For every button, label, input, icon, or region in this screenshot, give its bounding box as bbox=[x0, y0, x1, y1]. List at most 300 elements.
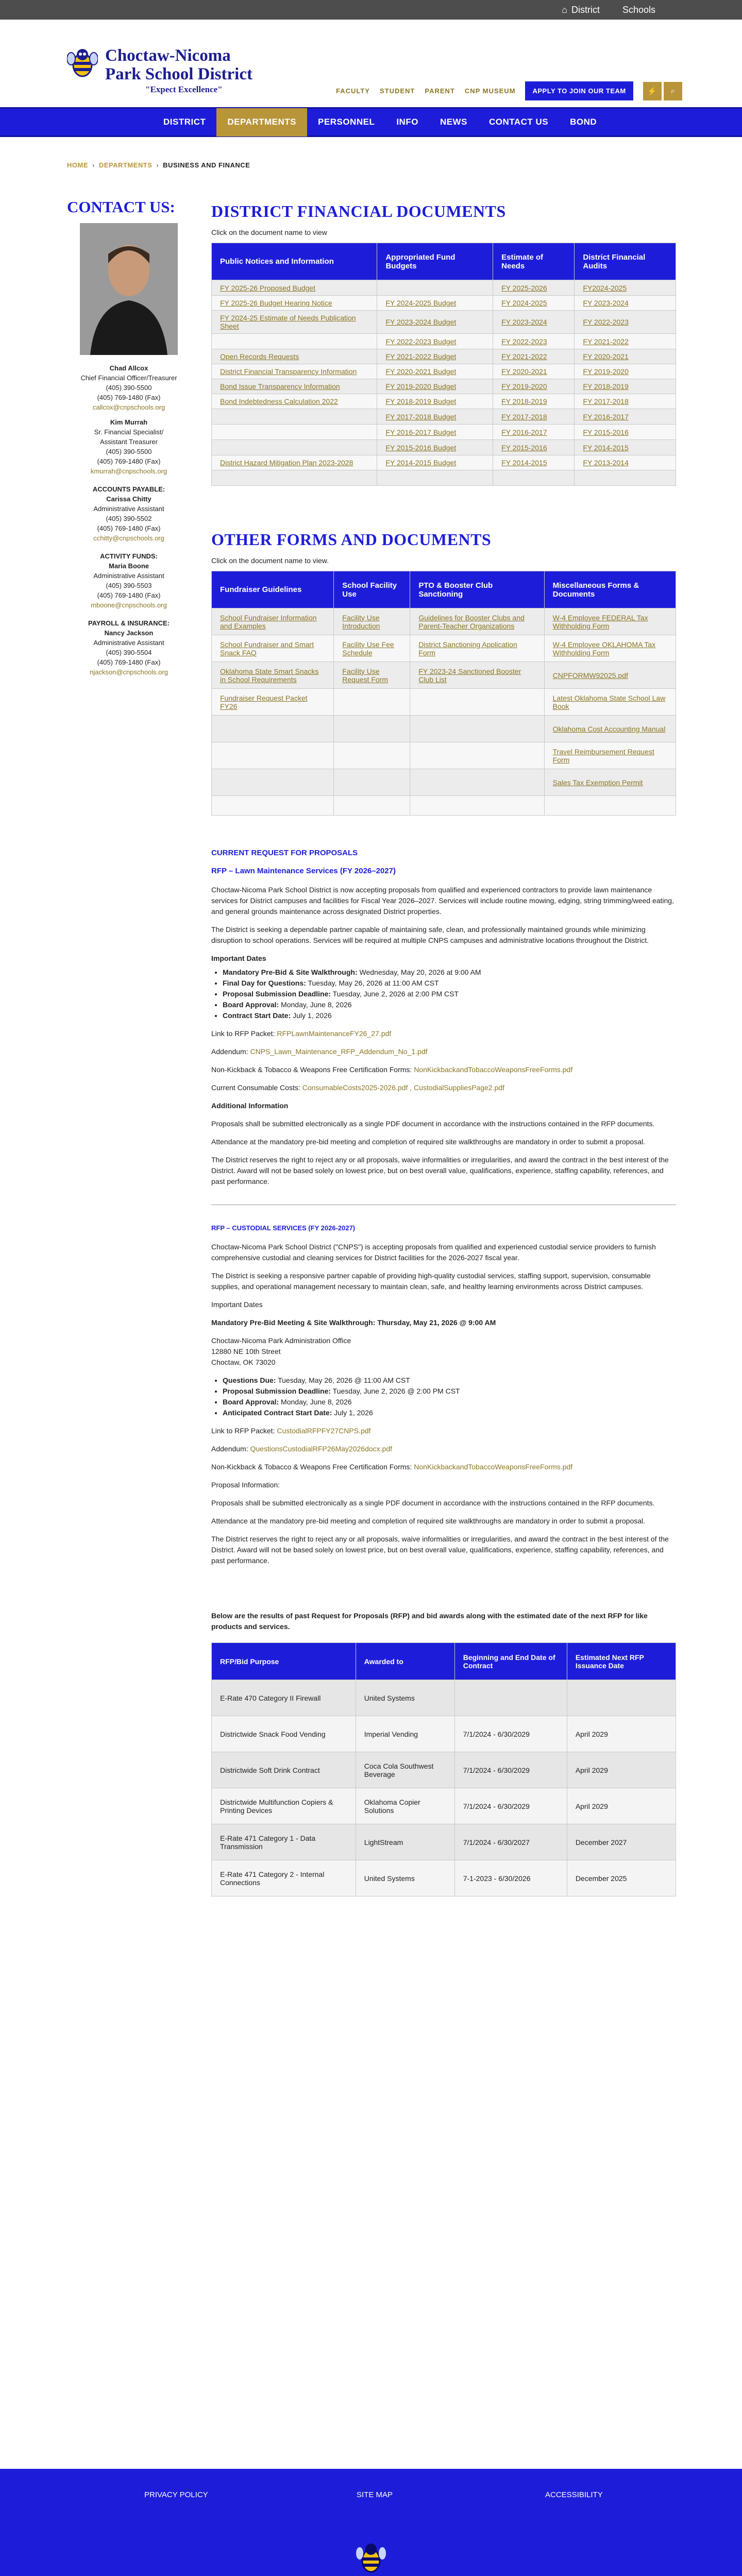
contact-line: (405) 769-1480 (Fax) bbox=[97, 658, 161, 666]
contact-section-heading: PAYROLL & INSURANCE: bbox=[88, 619, 170, 627]
table-cell[interactable]: Facility Use Introduction bbox=[334, 608, 410, 635]
breadcrumb bbox=[67, 161, 250, 169]
table-cell bbox=[334, 742, 410, 769]
table-cell[interactable]: FY 2017-2018 bbox=[575, 394, 676, 409]
table-cell[interactable]: FY 2015-2016 bbox=[575, 425, 676, 440]
rfp-custodial-dates-list bbox=[223, 1375, 676, 1418]
contact-line: (405) 769-1480 (Fax) bbox=[97, 591, 161, 599]
table-row bbox=[212, 455, 676, 470]
table-cell: LightStream bbox=[356, 1824, 454, 1860]
table-header: Awarded to bbox=[356, 1643, 454, 1680]
rfp-results-table bbox=[211, 1642, 676, 1896]
rfp-lawn-packet-link[interactable]: RFPLawnMaintenanceFY26_27.pdf bbox=[277, 1029, 392, 1038]
district-slogan: "Expect Excellence" bbox=[145, 84, 223, 94]
table-cell bbox=[334, 716, 410, 742]
table-row bbox=[212, 334, 676, 349]
table-cell[interactable]: FY 2019-2020 Budget bbox=[377, 379, 493, 394]
table-cell: E-Rate 470 Category II Firewall bbox=[212, 1680, 356, 1716]
date-value: July 1, 2026 bbox=[291, 1011, 332, 1020]
contact-email-link[interactable]: mboone@cnpschools.org bbox=[91, 601, 167, 609]
rfp-lawn-intro: Choctaw-Nicoma Park School District is now accepting proposals from qualified and experienced contractors to provide lawn maintenance services for District campuses and facilities for Fiscal Year 2026–2027. Services will include routine mowing, edging, string trimming/weed eating, and general grounds maintenance across designated District properties. bbox=[211, 886, 674, 916]
rfp-custodial-meeting: Mandatory Pre-Bid Meeting & Site Walkthrough: Thursday, May 21, 2026 @ 9:00 AM bbox=[211, 1318, 496, 1327]
rfp-custodial-packet-link[interactable]: CustodialRFPFY27CNPS.pdf bbox=[277, 1427, 371, 1435]
nav-contact-us[interactable]: CONTACT US bbox=[488, 117, 549, 127]
sidebar-heading: CONTACT US: bbox=[67, 198, 175, 216]
table-header: PTO & Booster Club Sanctioning bbox=[410, 571, 544, 608]
table-cell bbox=[410, 689, 544, 716]
table-row bbox=[212, 409, 676, 425]
table-row bbox=[212, 425, 676, 440]
table-cell[interactable]: FY 2015-2016 bbox=[493, 440, 575, 455]
contact-card bbox=[67, 417, 191, 476]
table-cell bbox=[212, 742, 334, 769]
contact-line: Administrative Assistant bbox=[93, 505, 164, 513]
cert-label: Non-Kickback & Tobacco & Weapons Free Certification Forms: bbox=[211, 1463, 414, 1471]
table-row bbox=[212, 394, 676, 409]
person-avatar-icon bbox=[80, 223, 178, 355]
rfp-lawn-addendum-link[interactable]: CNPS_Lawn_Maintenance_RFP_Addendum_No_1.pdf bbox=[250, 1047, 428, 1056]
nav-news[interactable]: NEWS bbox=[440, 117, 467, 127]
contact-email-link[interactable]: kmurrah@cnpschools.org bbox=[90, 467, 167, 475]
rfp-lawn-info-3: The District reserves the right to reject any or all proposals, waive informalities or irregularities, and award the contract in the best interest of the District. Award will not be based solely on lowest price, but on best overall value, qualifications, experience, staffing capability, references, and past performance. bbox=[211, 1156, 669, 1185]
table-cell[interactable]: FY 2016-2017 bbox=[575, 409, 676, 425]
table-row bbox=[212, 311, 676, 334]
student-link[interactable]: STUDENT bbox=[379, 87, 415, 95]
date-value: Tuesday, May 26, 2026 at 11:00 AM CST bbox=[306, 979, 439, 987]
accessibility-link[interactable]: ACCESSIBILITY bbox=[545, 2490, 603, 2499]
table-cell[interactable]: District Hazard Mitigation Plan 2023-2028 bbox=[212, 455, 377, 470]
table-row bbox=[212, 635, 676, 662]
table-cell[interactable]: FY 2018-2019 Budget bbox=[377, 394, 493, 409]
costs-label: Current Consumable Costs: bbox=[211, 1083, 302, 1092]
table-cell: April 2029 bbox=[567, 1788, 676, 1824]
table-cell[interactable]: Oklahoma State Smart Snacks in School Requirements bbox=[212, 662, 334, 689]
table-cell[interactable]: FY 2015-2016 Budget bbox=[377, 440, 493, 455]
table-cell[interactable]: FY 2022-2023 Budget bbox=[377, 334, 493, 349]
contact-line: Chief Financial Officer/Treasurer bbox=[80, 374, 177, 382]
table-cell: 7/1/2024 - 6/30/2029 bbox=[454, 1752, 567, 1788]
table-cell[interactable]: FY 2017-2018 Budget bbox=[377, 409, 493, 425]
table-row bbox=[212, 742, 676, 769]
table-cell[interactable]: FY 2024-2025 bbox=[493, 296, 575, 311]
table-cell[interactable]: FY 2022-2023 bbox=[493, 334, 575, 349]
rfp-custodial-addendum bbox=[211, 1444, 676, 1454]
table-cell[interactable]: FY2024-2025 bbox=[575, 280, 676, 296]
table-cell: December 2025 bbox=[567, 1860, 676, 1896]
rfp-lawn-addendum bbox=[211, 1046, 676, 1057]
rfp-custodial-description: The District is seeking a responsive partner capable of providing high-quality custodial services, staffing support, supervision, consumable supplies, and operational management necessary to maintain clean, safe, and healthy learning environments across District campuses. bbox=[211, 1272, 651, 1291]
table-cell[interactable]: FY 2014-2015 bbox=[493, 455, 575, 470]
table-cell: Imperial Vending bbox=[356, 1716, 454, 1752]
contact-section-heading: ACCOUNTS PAYABLE: bbox=[92, 485, 165, 493]
table-cell: 7/1/2024 - 6/30/2027 bbox=[454, 1824, 567, 1860]
site-footer bbox=[0, 2469, 742, 2576]
date-label: Mandatory Pre-Bid & Site Walkthrough: bbox=[223, 968, 358, 976]
contact-name: Carissa Chitty bbox=[106, 495, 151, 503]
yellowjacket-mascot-icon bbox=[67, 46, 98, 79]
rfp-lawn-cert bbox=[211, 1064, 676, 1075]
faculty-link[interactable]: FACULTY bbox=[336, 87, 370, 95]
date-value: Monday, June 8, 2026 bbox=[279, 1398, 352, 1406]
nav-departments[interactable]: DEPARTMENTS bbox=[216, 108, 307, 137]
table-header: Appropriated Fund Budgets bbox=[377, 243, 493, 280]
table-header: Beginning and End Date of Contract bbox=[454, 1643, 567, 1680]
district-name-line1: Choctaw-Nicoma bbox=[105, 46, 231, 65]
table-cell[interactable]: FY 2016-2017 Budget bbox=[377, 425, 493, 440]
rfp-custodial-info-1: Proposals shall be submitted electronically as a single PDF document in accordance with the instructions contained in the RFP documents. bbox=[211, 1499, 655, 1507]
table-cell bbox=[410, 796, 544, 816]
packet-label: Link to RFP Packet: bbox=[211, 1029, 277, 1038]
table-row bbox=[212, 379, 676, 394]
table-cell: 7/1/2024 - 6/30/2029 bbox=[454, 1716, 567, 1752]
contact-email-link[interactable]: cchitty@cnpschools.org bbox=[93, 534, 164, 542]
search-icon[interactable]: ⌕ bbox=[664, 82, 682, 100]
table-cell bbox=[567, 1680, 676, 1716]
contact-card bbox=[67, 618, 191, 677]
contact-line: (405) 390-5504 bbox=[106, 649, 152, 656]
date-item bbox=[223, 999, 676, 1010]
contact-card bbox=[67, 551, 191, 610]
breadcrumb-home[interactable]: HOME bbox=[67, 161, 88, 169]
table-cell bbox=[377, 470, 493, 486]
table-cell bbox=[212, 716, 334, 742]
table-cell: Oklahoma Copier Solutions bbox=[356, 1788, 454, 1824]
date-label: Proposal Submission Deadline: bbox=[223, 1387, 331, 1395]
district-name-line2: Park School District bbox=[105, 65, 252, 83]
date-label: Board Approval: bbox=[223, 1398, 279, 1406]
table-cell: Coca Cola Southwest Beverage bbox=[356, 1752, 454, 1788]
table-header: RFP/Bid Purpose bbox=[212, 1643, 356, 1680]
rfp-custodial-subheading: RFP – CUSTODIAL SERVICES (FY 2026-2027) bbox=[211, 1224, 356, 1232]
table-cell[interactable]: FY 2020-2021 bbox=[575, 349, 676, 364]
table-cell[interactable]: Bond Issue Transparency Information bbox=[212, 379, 377, 394]
rfp-lawn-subheading: RFP – Lawn Maintenance Services (FY 2026–2027) bbox=[211, 867, 396, 875]
rfp-custodial-packet bbox=[211, 1426, 676, 1436]
contact-card bbox=[67, 363, 191, 412]
schools-label: Schools bbox=[622, 4, 655, 15]
address-line: 12880 NE 10th Street bbox=[211, 1347, 281, 1355]
table-cell[interactable]: FY 2017-2018 bbox=[493, 409, 575, 425]
translate-icon[interactable]: ⚡ bbox=[643, 82, 662, 100]
table-cell[interactable]: FY 2018-2019 bbox=[575, 379, 676, 394]
table-row bbox=[212, 1716, 676, 1752]
contact-card bbox=[67, 484, 191, 543]
museum-link[interactable]: CNP MUSEUM bbox=[464, 87, 516, 95]
table-cell[interactable]: Guidelines for Booster Clubs and Parent-Teacher Organizations bbox=[410, 608, 544, 635]
rfp-lawn-costs-link[interactable]: ConsumableCosts2025-2026.pdf , CustodialSuppliesPage2.pdf bbox=[302, 1083, 504, 1092]
table-cell[interactable]: Fundraiser Request Packet FY26 bbox=[212, 689, 334, 716]
apply-button[interactable]: APPLY TO JOIN OUR TEAM bbox=[525, 81, 633, 100]
table-cell bbox=[212, 769, 334, 796]
rfp-custodial-info-3: The District reserves the right to reject any or all proposals, waive informalities or irregularities, and award the contract in the best interest of the District. Award will not be based solely on lowest price, but on best overall value, qualifications, experience, staffing capability, references, and past performance. bbox=[211, 1535, 669, 1565]
contact-name: Maria Boone bbox=[108, 562, 149, 570]
date-value: Monday, June 8, 2026 bbox=[279, 1001, 352, 1009]
contact-section-heading: ACTIVITY FUNDS: bbox=[100, 552, 158, 560]
date-item bbox=[223, 1408, 676, 1418]
contact-line: (405) 769-1480 (Fax) bbox=[97, 524, 161, 532]
table-cell: United Systems bbox=[356, 1860, 454, 1896]
rfp-lawn-dates-list bbox=[223, 967, 676, 1021]
rfp-heading: CURRENT REQUEST FOR PROPOSALS bbox=[211, 849, 358, 857]
table-cell: United Systems bbox=[356, 1680, 454, 1716]
contact-email-link[interactable]: njackson@cnpschools.org bbox=[90, 668, 168, 676]
table-row bbox=[212, 1680, 676, 1716]
addendum-label: Addendum: bbox=[211, 1047, 250, 1056]
packet-label: Link to RFP Packet: bbox=[211, 1427, 277, 1435]
rfp-custodial-section bbox=[211, 1223, 676, 1566]
table-cell bbox=[493, 470, 575, 486]
site-map-link[interactable]: SITE MAP bbox=[357, 2490, 393, 2499]
table-row bbox=[212, 716, 676, 742]
table-cell[interactable]: FY 2021-2022 Budget bbox=[377, 349, 493, 364]
table-cell[interactable]: Travel Reimbursement Request Form bbox=[544, 742, 676, 769]
table-cell[interactable]: District Sanctioning Application Form bbox=[410, 635, 544, 662]
date-value: July 1, 2026 bbox=[332, 1409, 373, 1417]
table-cell[interactable]: District Financial Transparency Information bbox=[212, 364, 377, 379]
table-cell bbox=[212, 796, 334, 816]
table-cell: 7/1/2024 - 6/30/2029 bbox=[454, 1788, 567, 1824]
rfp-custodial-addendum-link[interactable]: QuestionsCustodialRFP26May2026docx.pdf bbox=[250, 1445, 392, 1453]
table-cell[interactable]: Latest Oklahoma State School Law Book bbox=[544, 689, 676, 716]
table-row bbox=[212, 1824, 676, 1860]
table-cell bbox=[334, 769, 410, 796]
table-cell[interactable]: FY 2021-2022 bbox=[493, 349, 575, 364]
contact-line: (405) 390-5500 bbox=[106, 448, 152, 455]
table-cell: E-Rate 471 Category 2 - Internal Connections bbox=[212, 1860, 356, 1896]
proposal-info-heading: Proposal Information: bbox=[211, 1481, 280, 1489]
table-cell: April 2029 bbox=[567, 1752, 676, 1788]
date-item bbox=[223, 1010, 676, 1021]
contact-name: Nancy Jackson bbox=[104, 629, 154, 637]
table-header: School Facility Use bbox=[334, 571, 410, 608]
table-cell: April 2029 bbox=[567, 1716, 676, 1752]
date-label: Contract Start Date: bbox=[223, 1011, 291, 1020]
address-line: Choctaw-Nicoma Park Administration Office bbox=[211, 1336, 351, 1345]
breadcrumb-departments[interactable]: DEPARTMENTS bbox=[98, 161, 153, 169]
date-item bbox=[223, 989, 676, 999]
table-cell[interactable]: FY 2023-2024 Budget bbox=[377, 311, 493, 334]
nav-bond[interactable]: BOND bbox=[570, 117, 597, 127]
contact-name: Kim Murrah bbox=[110, 418, 148, 426]
table-row bbox=[212, 796, 676, 816]
table-row bbox=[212, 440, 676, 455]
table-cell: Districtwide Soft Drink Contract bbox=[212, 1752, 356, 1788]
top-utility-bar bbox=[0, 0, 742, 20]
nav-district[interactable]: DISTRICT bbox=[163, 117, 206, 127]
addendum-label: Addendum: bbox=[211, 1445, 250, 1453]
date-value: Tuesday, May 26, 2026 @ 11:00 AM CST bbox=[276, 1376, 410, 1384]
table-cell[interactable]: FY 2021-2022 bbox=[575, 334, 676, 349]
nav-info[interactable]: INFO bbox=[396, 117, 418, 127]
table-cell bbox=[377, 280, 493, 296]
other-forms-table bbox=[211, 571, 676, 816]
table-header: Estimate of Needs bbox=[493, 243, 575, 280]
table-cell: December 2027 bbox=[567, 1824, 676, 1860]
table-row bbox=[212, 364, 676, 379]
contact-line: (405) 769-1480 (Fax) bbox=[97, 457, 161, 465]
contact-name: Chad Allcox bbox=[109, 364, 148, 372]
main-navigation bbox=[0, 107, 742, 137]
table-cell bbox=[410, 742, 544, 769]
table-cell[interactable]: FY 2024-25 Estimate of Needs Publication Sheet bbox=[212, 311, 377, 334]
rfp-custodial-cert-link[interactable]: NonKickbackandTobaccoWeaponsFreeForms.pdf bbox=[414, 1463, 573, 1471]
contact-line: Sr. Financial Specialist/ bbox=[94, 428, 164, 436]
table-cell[interactable]: Facility Use Fee Schedule bbox=[334, 635, 410, 662]
contact-line: Administrative Assistant bbox=[93, 639, 164, 647]
table-cell bbox=[410, 716, 544, 742]
date-label: Final Day for Questions: bbox=[223, 979, 306, 987]
rfp-custodial-dates-heading: Important Dates bbox=[211, 1300, 263, 1309]
table-cell[interactable]: FY 2014-2015 bbox=[575, 440, 676, 455]
rfp-lawn-info-2: Attendance at the mandatory pre-bid meeting and completion of required site walkthroughs are mandatory in order to submit a proposal. bbox=[211, 1138, 646, 1146]
table-cell[interactable]: FY 2023-2024 bbox=[493, 311, 575, 334]
table-cell bbox=[212, 334, 377, 349]
rfp-custodial-cert bbox=[211, 1462, 676, 1472]
table-cell[interactable]: Sales Tax Exemption Permit bbox=[544, 769, 676, 796]
table-cell[interactable]: FY 2025-26 Budget Hearing Notice bbox=[212, 296, 377, 311]
contact-line: Administrative Assistant bbox=[93, 572, 164, 580]
table-cell bbox=[212, 470, 377, 486]
table-cell[interactable]: FY 2013-2014 bbox=[575, 455, 676, 470]
table-row bbox=[212, 689, 676, 716]
staff-photo bbox=[80, 223, 178, 355]
table-cell[interactable]: Bond Indebtedness Calculation 2022 bbox=[212, 394, 377, 409]
date-item bbox=[223, 1386, 676, 1397]
cert-label: Non-Kickback & Tobacco & Weapons Free Certification Forms: bbox=[211, 1065, 414, 1074]
table-cell[interactable]: W-4 Employee FEDERAL Tax Withholding Form bbox=[544, 608, 676, 635]
table-cell[interactable]: FY 2023-24 Sanctioned Booster Club List bbox=[410, 662, 544, 689]
contact-line: Assistant Treasurer bbox=[100, 438, 158, 446]
table-cell bbox=[334, 796, 410, 816]
table-cell bbox=[212, 425, 377, 440]
date-item bbox=[223, 978, 676, 989]
financial-documents-title: DISTRICT FINANCIAL DOCUMENTS bbox=[211, 202, 506, 221]
table-header: Fundraiser Guidelines bbox=[212, 571, 334, 608]
table-cell bbox=[334, 689, 410, 716]
table-header: Miscellaneous Forms & Documents bbox=[544, 571, 676, 608]
date-label: Anticipated Contract Start Date: bbox=[223, 1409, 332, 1417]
table-cell[interactable]: Facility Use Request Form bbox=[334, 662, 410, 689]
rfp-lawn-info-1: Proposals shall be submitted electronically as a single PDF document in accordance with the instructions contained in the RFP documents. bbox=[211, 1120, 655, 1128]
date-value: Wednesday, May 20, 2026 at 9:00 AM bbox=[357, 968, 481, 976]
district-label: District bbox=[571, 4, 600, 15]
rfp-lawn-packet bbox=[211, 1028, 676, 1039]
table-cell bbox=[454, 1680, 567, 1716]
table-row bbox=[212, 608, 676, 635]
district-logo[interactable] bbox=[67, 46, 252, 95]
rfp-custodial-intro: Choctaw-Nicoma Park School District ("CNPS") is accepting proposals from qualified and experienced custodial service providers to furnish comprehensive custodial and cleaning services for District facilities for the 2026-2027 fiscal year. bbox=[211, 1243, 656, 1262]
contact-line: (405) 769-1480 (Fax) bbox=[97, 394, 161, 401]
table-cell[interactable]: FY 2023-2024 bbox=[575, 296, 676, 311]
contact-email-link[interactable]: callcox@cnpschools.org bbox=[92, 403, 165, 411]
table-cell[interactable]: Oklahoma Cost Accounting Manual bbox=[544, 716, 676, 742]
parent-link[interactable]: PARENT bbox=[425, 87, 455, 95]
table-row bbox=[212, 769, 676, 796]
date-label: Questions Due: bbox=[223, 1376, 276, 1384]
rfp-custodial-info-2: Attendance at the mandatory pre-bid meeting and completion of required site walkthroughs are mandatory in order to submit a proposal. bbox=[211, 1517, 646, 1525]
home-icon: ⌂ bbox=[562, 4, 567, 15]
table-cell[interactable]: FY 2018-2019 bbox=[493, 394, 575, 409]
date-value: Tuesday, June 2, 2026 @ 2:00 PM CST bbox=[331, 1387, 460, 1395]
table-cell: Districtwide Multifunction Copiers & Printing Devices bbox=[212, 1788, 356, 1824]
rfp-custodial-address bbox=[211, 1335, 676, 1368]
breadcrumb-separator: › bbox=[92, 161, 95, 169]
contact-sidebar bbox=[67, 198, 191, 677]
table-cell[interactable]: FY 2022-2023 bbox=[575, 311, 676, 334]
table-row bbox=[212, 1752, 676, 1788]
date-item bbox=[223, 1375, 676, 1386]
table-cell[interactable]: FY 2019-2020 bbox=[493, 379, 575, 394]
table-cell[interactable]: FY 2020-2021 Budget bbox=[377, 364, 493, 379]
table-header: Public Notices and Information bbox=[212, 243, 377, 280]
main-content bbox=[211, 202, 676, 1896]
table-cell[interactable]: FY 2025-26 Proposed Budget bbox=[212, 280, 377, 296]
table-cell bbox=[212, 440, 377, 455]
date-label: Proposal Submission Deadline: bbox=[223, 990, 331, 998]
table-cell[interactable]: FY 2024-2025 Budget bbox=[377, 296, 493, 311]
table-cell bbox=[410, 769, 544, 796]
table-cell[interactable]: School Fundraiser Information and Examples bbox=[212, 608, 334, 635]
rfp-lawn-description: The District is seeking a dependable partner capable of maintaining safe, clean, and professionally maintained grounds while minimizing disruption to school operations. Services will be required at multiple CNPS campuses and administrative locations throughout the District. bbox=[211, 925, 649, 944]
date-item bbox=[223, 967, 676, 978]
date-value: Tuesday, June 2, 2026 at 2:00 PM CST bbox=[331, 990, 459, 998]
schools-link[interactable] bbox=[622, 5, 655, 15]
table-cell: 7-1-2023 - 6/30/2026 bbox=[454, 1860, 567, 1896]
table-cell bbox=[575, 470, 676, 486]
contact-line: (405) 390-5502 bbox=[106, 515, 152, 522]
nav-personnel[interactable]: PERSONNEL bbox=[318, 117, 375, 127]
rfp-lawn-cert-link[interactable]: NonKickbackandTobaccoWeaponsFreeForms.pdf bbox=[414, 1065, 573, 1074]
table-row bbox=[212, 296, 676, 311]
privacy-policy-link[interactable]: PRIVACY POLICY bbox=[144, 2490, 208, 2499]
table-cell[interactable]: FY 2025-2026 bbox=[493, 280, 575, 296]
table-cell bbox=[544, 796, 676, 816]
contact-line: (405) 390-5503 bbox=[106, 582, 152, 589]
table-header: Estimated Next RFP Issuance Date bbox=[567, 1643, 676, 1680]
table-cell[interactable]: FY 2020-2021 bbox=[493, 364, 575, 379]
table-row bbox=[212, 470, 676, 486]
table-cell[interactable]: Open Records Requests bbox=[212, 349, 377, 364]
breadcrumb-current: BUSINESS AND FINANCE bbox=[163, 161, 250, 169]
results-intro: Below are the results of past Request for Proposals (RFP) and bid awards along with the estimated date of the next RFP for like products and services. bbox=[211, 1612, 648, 1631]
table-cell[interactable]: FY 2019-2020 bbox=[575, 364, 676, 379]
address-line: Choctaw, OK 73020 bbox=[211, 1358, 276, 1366]
rfp-lawn-dates-heading: Important Dates bbox=[211, 954, 266, 962]
additional-info-heading: Additional Information bbox=[211, 1101, 289, 1110]
table-row bbox=[212, 349, 676, 364]
contact-line: (405) 390-5500 bbox=[106, 384, 152, 392]
table-row bbox=[212, 1788, 676, 1824]
breadcrumb-separator: › bbox=[156, 161, 159, 169]
other-forms-title: OTHER FORMS AND DOCUMENTS bbox=[211, 530, 492, 549]
table-row bbox=[212, 662, 676, 689]
table-row bbox=[212, 1860, 676, 1896]
footer-mascot-icon bbox=[356, 2540, 386, 2576]
table-cell: E-Rate 471 Category 1 - Data Transmission bbox=[212, 1824, 356, 1860]
table-cell[interactable]: FY 2014-2015 Budget bbox=[377, 455, 493, 470]
rfp-lawn-section bbox=[211, 848, 676, 1187]
rfp-lawn-costs bbox=[211, 1082, 676, 1093]
table-cell[interactable]: W-4 Employee OKLAHOMA Tax Withholding Form bbox=[544, 635, 676, 662]
table-cell[interactable]: FY 2016-2017 bbox=[493, 425, 575, 440]
table-cell[interactable]: School Fundraiser and Smart Snack FAQ bbox=[212, 635, 334, 662]
financial-hint: Click on the document name to view bbox=[211, 228, 327, 236]
table-cell bbox=[212, 409, 377, 425]
financial-documents-table bbox=[211, 243, 676, 486]
site-header bbox=[0, 20, 742, 107]
district-link[interactable] bbox=[562, 5, 600, 15]
table-cell[interactable]: CNPFORMW92025.pdf bbox=[544, 662, 676, 689]
